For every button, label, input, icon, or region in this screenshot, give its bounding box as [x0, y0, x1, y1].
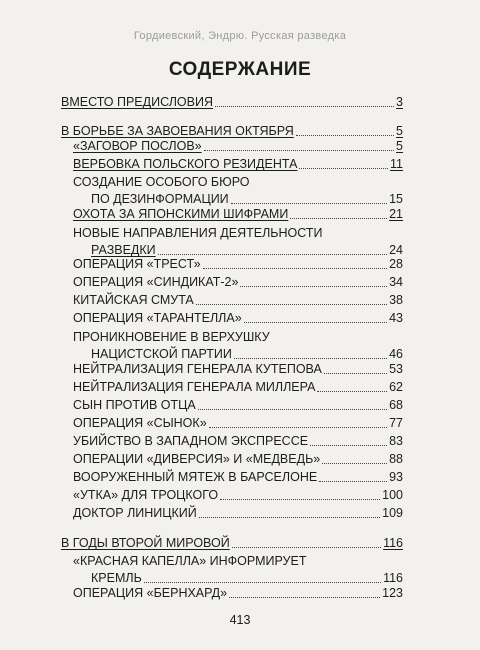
toc-entry-page: 3 [396, 95, 403, 109]
leader-dots [234, 358, 387, 359]
toc-entry-tarantella[interactable] [73, 311, 403, 325]
toc-entry-title: «ЗАГОВОР ПОСЛОВ» [73, 139, 202, 153]
toc-entry-wwii[interactable] [61, 536, 403, 550]
toc-entry-title: НЕЙТРАЛИЗАЦИЯ ГЕНЕРАЛА МИЛЛЕРА [73, 380, 316, 394]
toc-entry-page: 83 [389, 434, 403, 448]
toc-entry-new-directions[interactable] [73, 226, 403, 257]
toc-entry-linitsky[interactable] [73, 506, 403, 520]
toc-entry-disinformation-bureau[interactable] [73, 175, 403, 206]
leader-dots [310, 445, 387, 446]
leader-dots [215, 106, 394, 107]
toc-entry-western-express[interactable] [73, 434, 403, 448]
leader-dots [229, 597, 380, 598]
toc-entry-page: 62 [389, 380, 403, 394]
toc-entry-title: ВМЕСТО ПРЕДИСЛОВИЯ [61, 95, 213, 109]
toc-entry-title: «УТКА» ДЛЯ ТРОЦКОГО [73, 488, 219, 502]
toc-entry-title: ОХОТА ЗА ЯПОНСКИМИ ШИФРАМИ [73, 207, 289, 221]
toc-entry-page: 88 [389, 452, 403, 466]
leader-dots [296, 135, 394, 136]
toc-entry-japanese-ciphers[interactable] [73, 207, 403, 221]
toc-entry-title: ОПЕРАЦИЯ «СИНДИКАТ-2» [73, 275, 239, 289]
toc-entry-page: 24 [389, 243, 403, 257]
toc-entry-title: ДОКТОР ЛИНИЦКИЙ [73, 506, 197, 520]
toc-entry-page: 11 [390, 157, 403, 171]
toc-entry-title-line2: ПО ДЕЗИНФОРМАЦИИ [91, 192, 229, 206]
toc-entry-title: В БОРЬБЕ ЗА ЗАВОЕВАНИЯ ОКТЯБРЯ [61, 124, 294, 138]
toc-entry-title-line1: НОВЫЕ НАПРАВЛЕНИЯ ДЕЯТЕЛЬНОСТИ [73, 226, 323, 240]
leader-dots [144, 582, 381, 583]
toc-entry-title: НЕЙТРАЛИЗАЦИЯ ГЕНЕРАЛА КУТЕПОВА [73, 362, 322, 376]
toc-entry-page: 38 [389, 293, 403, 307]
toc-entry-syndicate-2[interactable] [73, 275, 403, 289]
toc-entry-page: 34 [389, 275, 403, 289]
toc-entry-red-orchestra[interactable] [73, 554, 403, 585]
toc-entry-title-line2: РАЗВЕДКИ [91, 243, 156, 257]
leader-dots [196, 304, 387, 305]
leader-dots [322, 463, 387, 464]
toc-entry-title: ОПЕРАЦИЯ «БЕРНХАРД» [73, 586, 228, 600]
leader-dots [290, 218, 387, 219]
toc-entry-page: 109 [382, 506, 403, 520]
toc-entry-page: 68 [389, 398, 403, 412]
toc-entry-diversion-bear[interactable] [73, 452, 403, 466]
leader-dots [317, 391, 387, 392]
toc-entry-title: ОПЕРАЦИИ «ДИВЕРСИЯ» И «МЕДВЕДЬ» [73, 452, 321, 466]
toc-entry-trust[interactable] [73, 257, 403, 271]
leader-dots [240, 286, 387, 287]
toc-entry-preface[interactable] [61, 95, 403, 109]
toc-entry-title: СЫН ПРОТИВ ОТЦА [73, 398, 196, 412]
leader-dots [299, 168, 388, 169]
toc-entry-page: 116 [383, 571, 403, 585]
leader-dots [220, 499, 380, 500]
toc-entry-title: УБИЙСТВО В ЗАПАДНОМ ЭКСПРЕССЕ [73, 434, 309, 448]
leader-dots [204, 150, 394, 151]
toc-entry-page: 15 [389, 192, 403, 206]
leader-dots [319, 481, 387, 482]
toc-entry-bernhard[interactable] [73, 586, 403, 600]
toc-entry-title-line1: СОЗДАНИЕ ОСОБОГО БЮРО [73, 175, 250, 189]
leader-dots [232, 547, 381, 548]
toc-entry-title: В ГОДЫ ВТОРОЙ МИРОВОЙ [61, 536, 230, 550]
toc-entry-trotsky[interactable] [73, 488, 403, 502]
leader-dots [231, 203, 387, 204]
toc-entry-october[interactable] [61, 124, 403, 138]
leader-dots [203, 268, 388, 269]
leader-dots [209, 427, 387, 428]
toc-entry-title-line2: КРЕМЛЬ [91, 571, 142, 585]
toc-entry-title-line1: ПРОНИКНОВЕНИЕ В ВЕРХУШКУ [73, 330, 270, 344]
toc-entry-title: ВЕРБОВКА ПОЛЬСКОГО РЕЗИДЕНТА [73, 157, 298, 171]
toc-entry-title: КИТАЙСКАЯ СМУТА [73, 293, 194, 307]
leader-dots [244, 322, 387, 323]
toc-entry-miller[interactable] [73, 380, 403, 394]
toc-entry-page: 46 [389, 347, 403, 361]
toc-entry-title-line1: «КРАСНАЯ КАПЕЛЛА» ИНФОРМИРУЕТ [73, 554, 307, 568]
toc-entry-page: 123 [382, 586, 403, 600]
toc-entry-page: 77 [389, 416, 403, 430]
leader-dots [199, 517, 380, 518]
toc-entry-synok[interactable] [73, 416, 403, 430]
toc-entry-page: 93 [389, 470, 403, 484]
toc-entry-barcelona[interactable] [73, 470, 403, 484]
toc-entry-nazi-party[interactable] [73, 330, 403, 361]
toc-entry-title: ОПЕРАЦИЯ «СЫНОК» [73, 416, 207, 430]
page-number: 413 [229, 613, 251, 627]
toc-entry-page: 21 [389, 207, 403, 221]
leader-dots [158, 254, 387, 255]
toc-entry-title: ВООРУЖЕННЫЙ МЯТЕЖ В БАРСЕЛОНЕ [73, 470, 318, 484]
toc-entry-son-vs-father[interactable] [73, 398, 403, 412]
toc-entry-page: 53 [389, 362, 403, 376]
toc-entry-chinese-turmoil[interactable] [73, 293, 403, 307]
toc-entry-page: 5 [396, 124, 403, 138]
toc-entry-page: 100 [382, 488, 403, 502]
toc-entry-title-line2: НАЦИСТСКОЙ ПАРТИИ [91, 347, 232, 361]
toc-entry-title: ОПЕРАЦИЯ «ТРЕСТ» [73, 257, 201, 271]
toc-entry-ambassadors-plot[interactable] [73, 139, 403, 153]
toc-entry-title: ОПЕРАЦИЯ «ТАРАНТЕЛЛА» [73, 311, 242, 325]
page-title: СОДЕРЖАНИЕ [168, 59, 312, 80]
toc-entry-page: 43 [389, 311, 403, 325]
toc-entry-kutepov[interactable] [73, 362, 403, 376]
toc-entry-page: 116 [383, 536, 403, 550]
toc-entry-page: 28 [389, 257, 403, 271]
leader-dots [198, 409, 387, 410]
toc-entry-page: 5 [396, 139, 403, 153]
leader-dots [324, 373, 387, 374]
running-head: Гордиевский, Эндрю. Русская разведка [133, 30, 347, 42]
toc-entry-polish-resident[interactable] [73, 157, 403, 171]
